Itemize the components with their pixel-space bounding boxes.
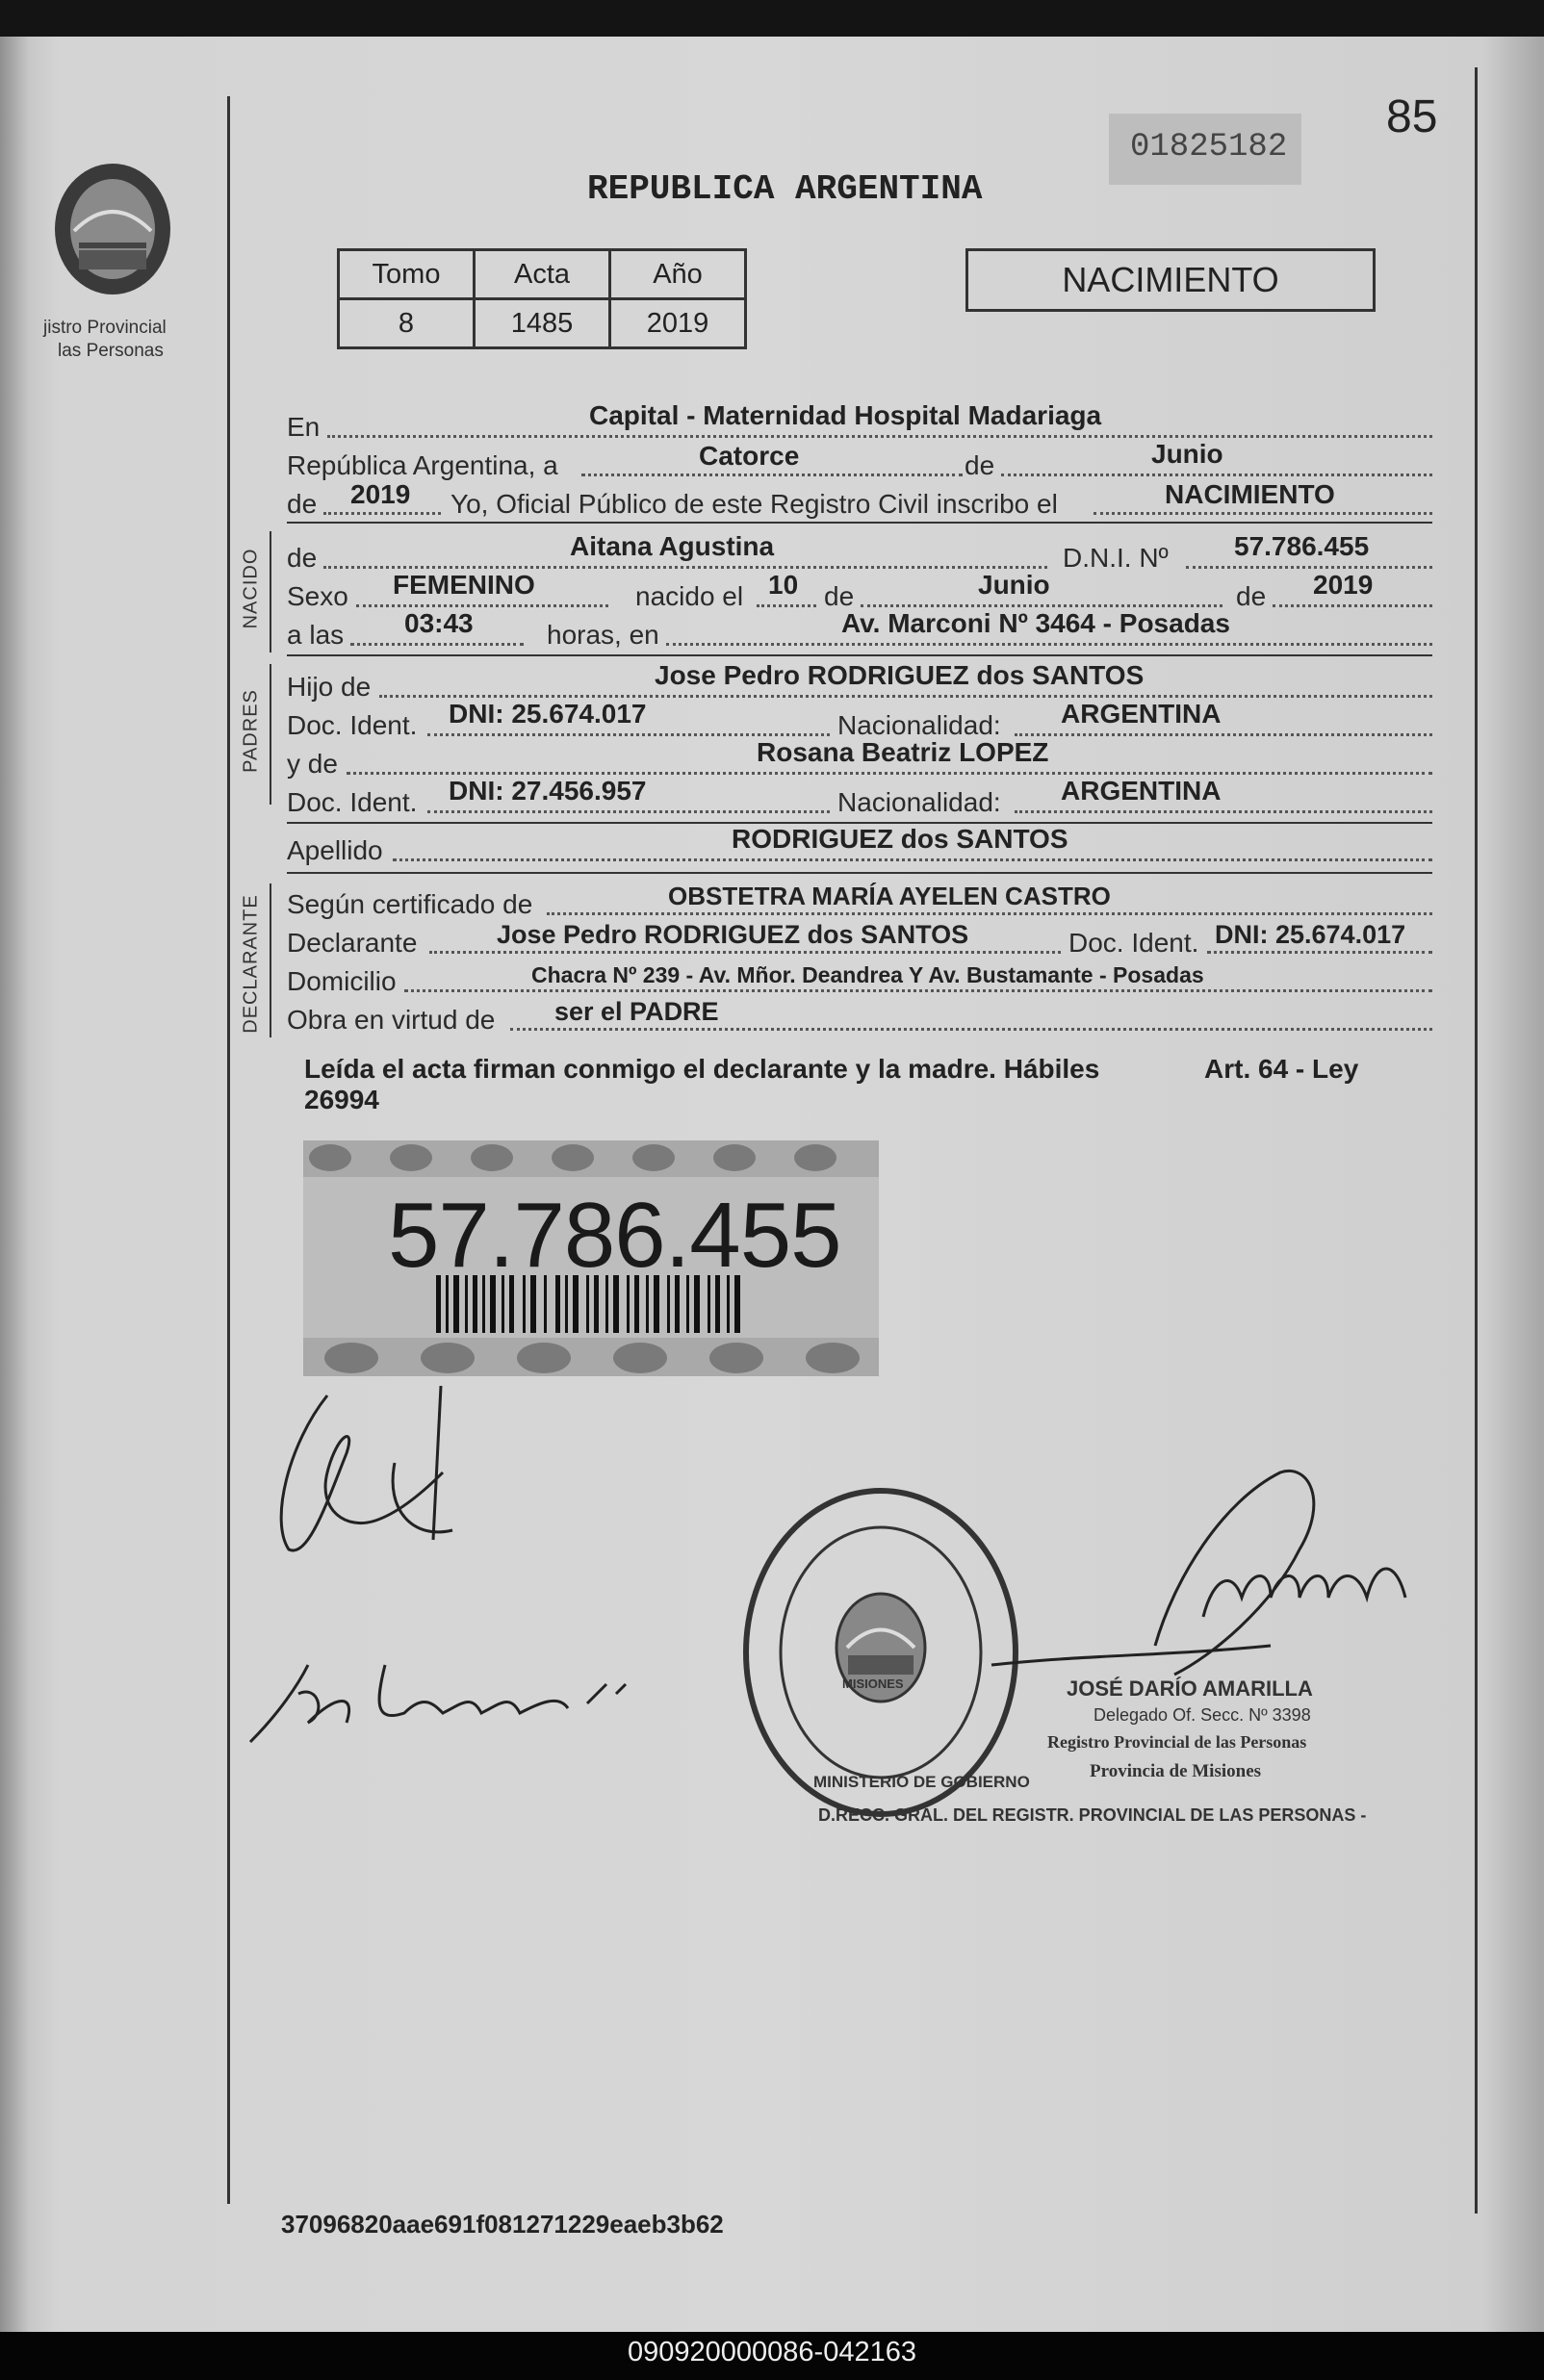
sticker-dni-number: 57.786.455: [388, 1184, 841, 1287]
dotted-line: [356, 604, 608, 607]
dotted-line: [757, 604, 816, 607]
bottom-code: 090920000086-042163: [628, 2337, 916, 2367]
apellido-label: Apellido: [287, 835, 383, 865]
page-number: 85: [1386, 91, 1438, 142]
dni-barcode-sticker: [303, 1140, 879, 1376]
document-title: REPUBLICA ARGENTINA: [587, 169, 983, 209]
de-label-3: de: [1236, 581, 1267, 611]
segun-certificado-label: Según certificado de: [287, 889, 533, 919]
republica-label: República Argentina, a: [287, 450, 558, 480]
oficial-text: Yo, Oficial Público de este Registro Civil inscribo el: [450, 489, 1058, 519]
table-header-tomo: Tomo: [339, 250, 475, 299]
dotted-line: [379, 695, 1432, 698]
dotted-line: [1015, 810, 1432, 813]
de-year-label: de: [287, 489, 318, 519]
dotted-line: [547, 912, 1432, 915]
year-value: 2019: [350, 479, 411, 509]
dotted-line: [1001, 473, 1432, 476]
mother-signature-icon: [241, 1636, 674, 1752]
tomo-acta-ano-table: [337, 248, 747, 349]
child-name-value: Aitana Agustina: [570, 531, 775, 561]
dotted-line: [429, 951, 1061, 954]
table-header-acta: Acta: [475, 250, 610, 299]
dotted-line: [581, 473, 963, 476]
a-las-label: a las: [287, 620, 345, 650]
declarante-doc-value: DNI: 25.674.017: [1215, 920, 1406, 949]
declarante-bracket: [270, 883, 271, 1037]
obra-label: Obra en virtud de: [287, 1005, 496, 1035]
dotted-line: [350, 643, 524, 646]
birth-time-value: 03:43: [404, 608, 474, 638]
padres-bracket: [270, 664, 271, 805]
birth-month-value: Junio: [978, 570, 1050, 600]
closing-note-law-number: 26994: [304, 1085, 379, 1114]
registry-seal-icon: [50, 154, 175, 318]
left-margin-line: [227, 96, 230, 2204]
dotted-line: [404, 989, 1432, 992]
dotted-line: [393, 858, 1432, 861]
nacido-el-label: nacido el: [635, 581, 744, 611]
mother-doc-label: Doc. Ident.: [287, 787, 418, 817]
place-value: Capital - Maternidad Hospital Madariaga: [589, 400, 1102, 430]
hijo-de-label: Hijo de: [287, 672, 372, 702]
domicilio-label: Domicilio: [287, 966, 397, 996]
mother-name-value: Rosana Beatriz LOPEZ: [757, 737, 1049, 767]
sexo-label: Sexo: [287, 581, 348, 611]
closing-note: [304, 1054, 1392, 1115]
registry-logo-line1: jistro Provincial: [43, 318, 167, 338]
father-name-value: Jose Pedro RODRIGUEZ dos SANTOS: [655, 660, 1145, 690]
horas-label: horas, en: [547, 620, 659, 650]
father-nationality-value: ARGENTINA: [1061, 699, 1222, 729]
apellido-value: RODRIGUEZ dos SANTOS: [732, 824, 1068, 854]
dotted-line: [1207, 951, 1432, 954]
official-signature-icon: [982, 1463, 1434, 1694]
registry-logo-line2: las Personas: [58, 341, 164, 361]
dotted-line: [323, 512, 441, 515]
day-written-value: Catorce: [699, 441, 800, 471]
dotted-line: [861, 604, 1222, 607]
table-value-ano: 2019: [610, 299, 746, 348]
certificado-value: OBSTETRA MARÍA AYELEN CASTRO: [668, 882, 1111, 910]
padres-section-label: PADRES: [240, 689, 262, 773]
nacido-section-label: NACIDO: [240, 548, 262, 629]
father-nationality-label: Nacionalidad:: [837, 710, 1001, 740]
dotted-line: [666, 643, 1432, 646]
dotted-line: [1094, 512, 1432, 515]
dni-label: D.N.I. Nº: [1063, 543, 1169, 573]
table-value-tomo: 8: [339, 299, 475, 348]
dotted-line: [1273, 604, 1432, 607]
dotted-line: [327, 435, 1432, 438]
declarante-name-value: Jose Pedro RODRIGUEZ dos SANTOS: [497, 920, 969, 949]
birth-year-value: 2019: [1313, 570, 1374, 600]
official-name: JOSÉ DARÍO AMARILLA: [1067, 1676, 1313, 1701]
section-divider: [287, 872, 1432, 874]
child-dni-value: 57.786.455: [1234, 531, 1370, 561]
domicilio-value: Chacra Nº 239 - Av. Mñor. Deandrea Y Av. Bustamante - Posadas: [531, 962, 1204, 987]
mother-nationality-value: ARGENTINA: [1061, 776, 1222, 806]
declarante-doc-label: Doc. Ident.: [1068, 928, 1199, 958]
section-divider: [287, 522, 1432, 524]
birth-place-value: Av. Marconi Nº 3464 - Posadas: [841, 608, 1230, 638]
certificate-number: 01825182: [1130, 129, 1288, 166]
dotted-line: [427, 810, 830, 813]
table-header-ano: Año: [610, 250, 746, 299]
y-de-label: y de: [287, 749, 338, 779]
declarante-section-label: DECLARANTE: [240, 894, 262, 1034]
official-office: Registro Provincial de las Personas: [1047, 1732, 1307, 1752]
month-value: Junio: [1151, 439, 1223, 469]
dotted-line: [1186, 566, 1432, 569]
section-divider: [287, 654, 1432, 656]
en-label: En: [287, 412, 321, 442]
dotted-line: [427, 733, 830, 736]
official-province: Provincia de Misiones: [1090, 1761, 1262, 1781]
record-type-box: NACIMIENTO: [965, 248, 1376, 312]
father-doc-label: Doc. Ident.: [287, 710, 418, 740]
father-doc-value: DNI: 25.674.017: [449, 699, 647, 729]
declarant-signature-icon: [270, 1386, 481, 1569]
closing-note-text: Leída el acta firman conmigo el declarante y la madre. Hábiles: [304, 1054, 1100, 1084]
document-hash: 37096820aae691f081271229eaeb3b62: [281, 2210, 724, 2239]
birth-day-value: 10: [768, 570, 799, 600]
table-value-acta: 1485: [475, 299, 610, 348]
de-label-2: de: [824, 581, 855, 611]
dotted-line: [1015, 733, 1432, 736]
dotted-line: [323, 566, 1047, 569]
closing-note-law: Art. 64 - Ley: [1204, 1054, 1359, 1084]
dotted-line: [347, 772, 1432, 775]
nacido-de-label: de: [287, 543, 318, 573]
declarante-label: Declarante: [287, 928, 418, 958]
nacido-bracket: [270, 531, 271, 653]
stamp-inner-text: MINISTERIO DE GOBIERNO: [813, 1773, 1030, 1791]
scan-top-band: [0, 0, 1544, 37]
stamp-center-text: MISIONES: [842, 1676, 904, 1691]
act-type-value: NACIMIENTO: [1165, 479, 1335, 509]
sexo-value: FEMENINO: [393, 570, 535, 600]
mother-doc-value: DNI: 27.456.957: [449, 776, 647, 806]
official-role: Delegado Of. Secc. Nº 3398: [1094, 1705, 1311, 1725]
right-margin-line: [1475, 67, 1478, 2214]
mother-nationality-label: Nacionalidad:: [837, 787, 1001, 817]
dotted-line: [510, 1028, 1432, 1031]
obra-value: ser el PADRE: [554, 997, 719, 1026]
de-label: de: [965, 450, 995, 480]
stamp-outer-text: D.RECC. GRAL. DEL REGISTR. PROVINCIAL DE LAS PERSONAS -: [818, 1805, 1367, 1825]
